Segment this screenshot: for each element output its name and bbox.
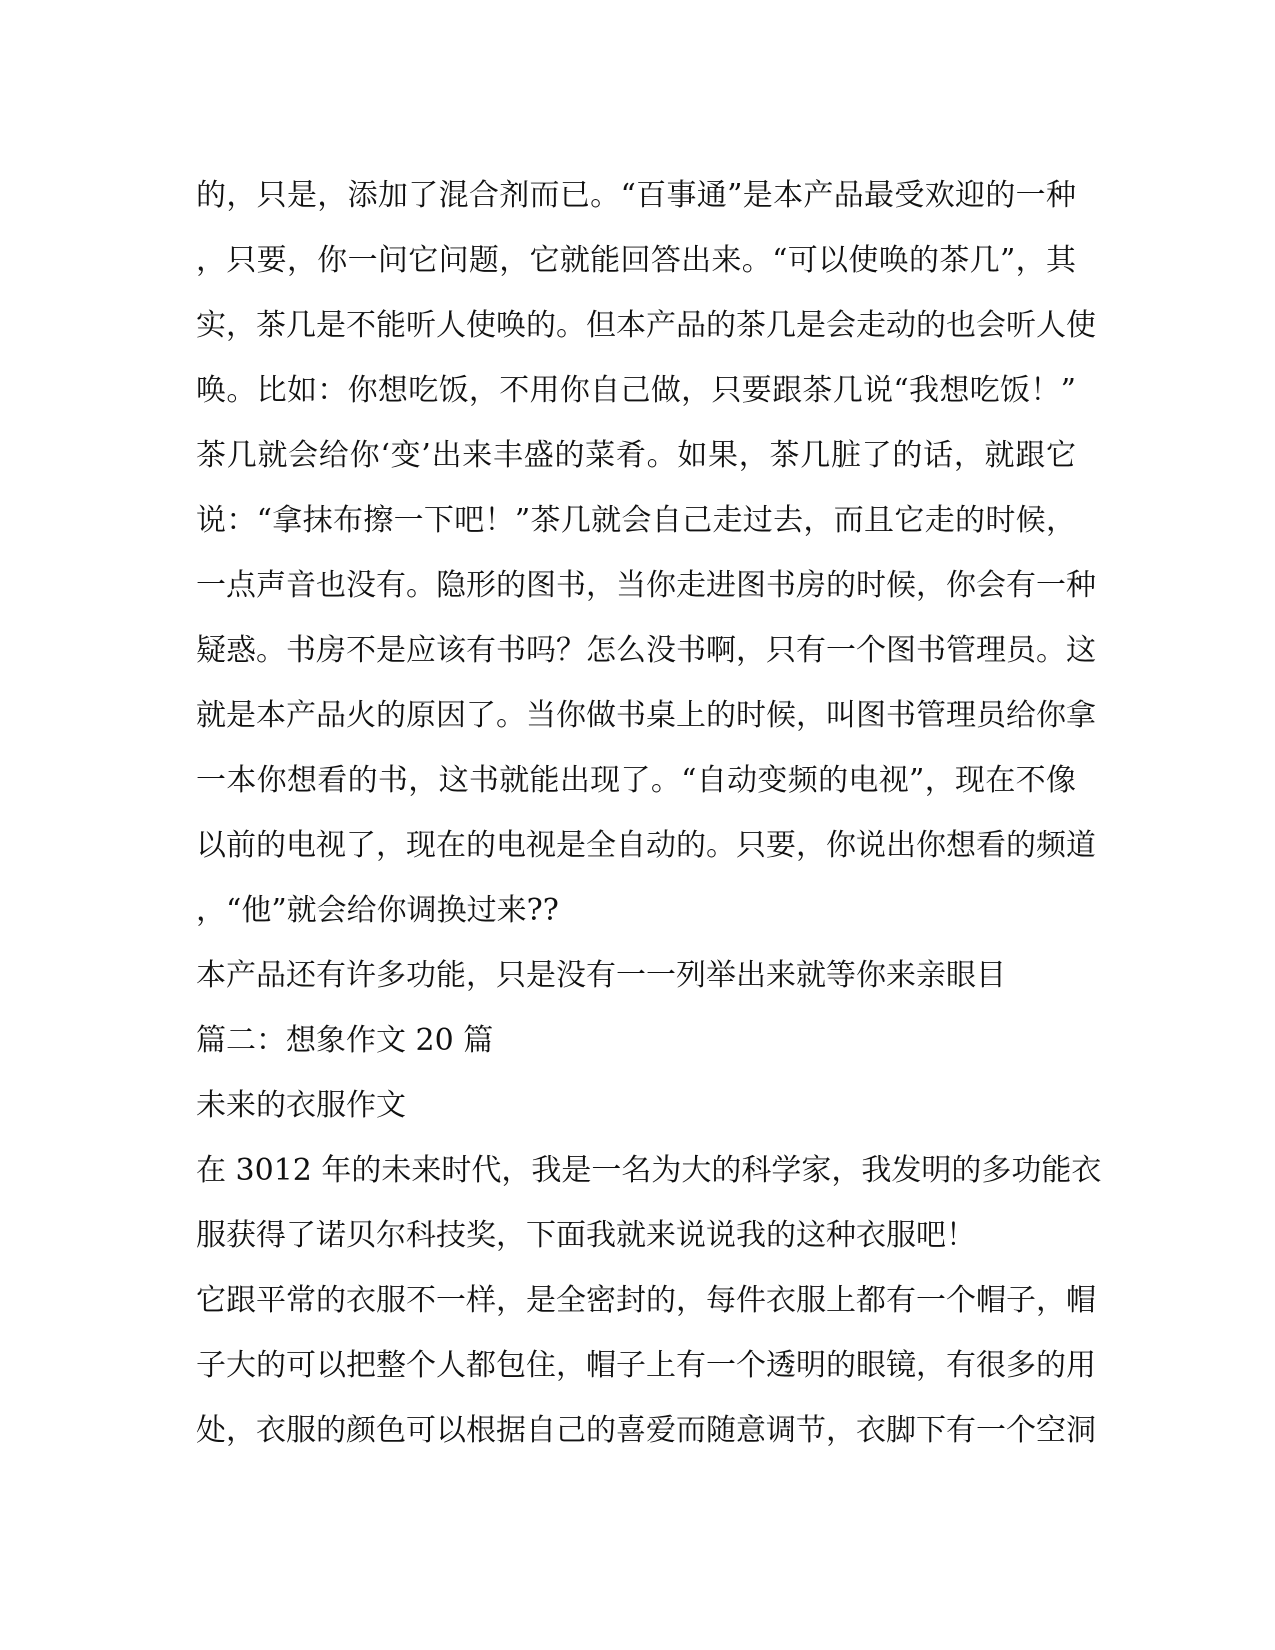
text-line: 本产品还有许多功能，只是没有一一列举出来就等你来亲眼目	[196, 958, 1006, 993]
text-line: ，“他”就会给你调换过来??	[196, 893, 559, 928]
text-line: 实，茶几是不能听人使唤的。但本产品的茶几是会走动的也会听人使	[196, 308, 1096, 343]
text-line: 以前的电视了，现在的电视是全自动的。只要，你说出你想看的频道	[196, 828, 1096, 863]
text-line: 一本你想看的书，这书就能出现了。“自动变频的电视”，现在不像	[196, 763, 1076, 798]
text-line: 在 3012 年的未来时代，我是一名为大的科学家，我发明的多功能衣	[196, 1153, 1102, 1188]
text-line: 一点声音也没有。隐形的图书，当你走进图书房的时候，你会有一种	[196, 568, 1096, 603]
text-line: 说：“拿抹布擦一下吧！”茶几就会自己走过去，而且它走的时候，	[196, 503, 1076, 538]
text-line: 疑惑。书房不是应该有书吗？怎么没书啊，只有一个图书管理员。这	[196, 633, 1096, 668]
text-line: 它跟平常的衣服不一样，是全密封的，每件衣服上都有一个帽子，帽	[196, 1283, 1096, 1318]
article-title: 未来的衣服作文	[196, 1088, 406, 1123]
document-body	[196, 163, 1102, 1463]
text-line: 唤。比如：你想吃饭，不用你自己做，只要跟茶几说“我想吃饭！”	[196, 373, 1076, 408]
text-line: 处，衣服的颜色可以根据自己的喜爱而随意调节，衣脚下有一个空洞	[196, 1413, 1096, 1448]
section-heading: 篇二：想象作文 20 篇	[196, 1023, 494, 1058]
text-line: 子大的可以把整个人都包住，帽子上有一个透明的眼镜，有很多的用	[196, 1348, 1096, 1383]
text-line: 茶几就会给你‘变’出来丰盛的菜肴。如果，茶几脏了的话，就跟它	[196, 438, 1076, 473]
text-line: 服获得了诺贝尔科技奖，下面我就来说说我的这种衣服吧！	[196, 1218, 976, 1253]
text-line: ，只要，你一问它问题，它就能回答出来。“可以使唤的茶几”，其	[196, 243, 1076, 278]
text-line: 就是本产品火的原因了。当你做书桌上的时候，叫图书管理员给你拿	[196, 698, 1096, 733]
text-line: 的，只是，添加了混合剂而已。“百事通”是本产品最受欢迎的一种	[196, 178, 1076, 213]
